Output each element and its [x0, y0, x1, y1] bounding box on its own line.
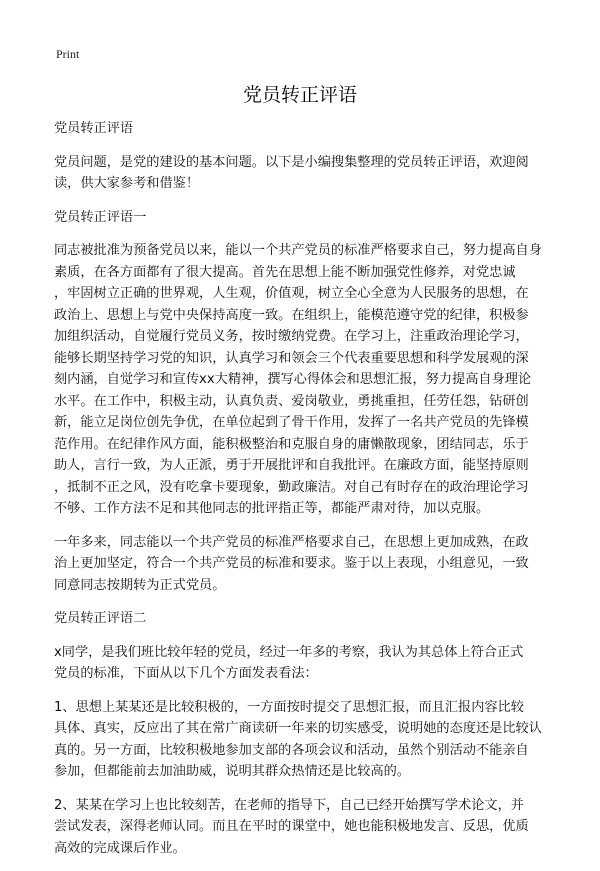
paragraph — [54, 240, 548, 520]
text-line: 刻内涵，自觉学习和宣传xx大精神，撰写心得体会和思想汇报，努力提高自身理论 — [54, 372, 532, 387]
text-line: 党员的标准，下面从以下几个方面发表看法： — [54, 666, 318, 681]
section-heading — [54, 118, 548, 140]
document-body — [54, 118, 548, 871]
text-line: 读，供大家参考和借鉴！ — [54, 176, 200, 191]
paragraph — [54, 642, 548, 685]
text-line: 素质，在各方面都有了很大提高。首先在思想上能不断加强党性修养，对党忠诚 — [54, 264, 516, 280]
text-line: 参加，但都能前去加油助威，说明其群众热情还是比较高的。 — [54, 764, 411, 779]
text-line: 党员问题，是党的建设的基本问题。以下是小编搜集整理的党员转正评语，欢迎阅 — [54, 154, 529, 170]
text-line: 同意同志按期转为正式党员。 — [54, 577, 226, 593]
section-heading — [54, 608, 548, 630]
text-line: 新，能立足岗位创先争优，在单位起到了骨干作用，发挥了一名共产党员的先锋模 — [54, 415, 529, 430]
text-line: 水平。在工作中，积极主动，认真负责、爱岗敬业，勇挑重担，任劳任怨，钻研创 — [54, 393, 529, 409]
text-line: 2、某某在学习上也比较刻苦，在老师的指导下，自己已经开始撰写学术论文，并 — [54, 797, 524, 813]
text-line: 政治上、思想上与党中央保持高度一致。在组织上，能模范遵守党的纪律，积极参 — [54, 307, 529, 323]
paragraph — [54, 532, 548, 597]
text-line: 1、思想上某某还是比较积极的，一方面按时提交了思想汇报，而且汇报内容比较 — [54, 699, 524, 715]
text-line: 治上更加坚定，符合一个共产党员的标准和要求。鉴于以上表现，小组意见，一致 — [54, 556, 529, 571]
paragraph — [54, 795, 548, 860]
paragraph — [54, 152, 548, 195]
text-line: 党员转正评语二 — [54, 611, 147, 626]
text-line: x同学，是我们班比较年轻的党员，经过一年多的考察，我认为其总体上符合正式 — [54, 644, 524, 660]
text-line: 能够长期坚持学习党的知识，认真学习和领会三个代表重要思想和科学发展观的深 — [54, 350, 529, 366]
text-line: ，牢固树立正确的世界观，人生观，价值观，树立全心全意为人民服务的思想，在 — [54, 286, 529, 301]
text-line: 同志被批准为预备党员以来，能以一个共产党员的标准严格要求自己，努力提高自身 — [54, 243, 542, 258]
text-line: 高效的完成课后作业。 — [54, 840, 186, 856]
text-line: 一年多来，同志能以一个共产党员的标准严格要求自己，在思想上更加成熟，在政 — [54, 534, 529, 550]
print-label: Print — [56, 47, 80, 61]
section-heading — [54, 207, 548, 229]
paragraph — [54, 697, 548, 783]
text-line: 加组织活动，自觉履行党员义务，按时缴纳党费。在学习上，注重政治理论学习， — [54, 329, 529, 344]
text-line: 党员转正评语 — [54, 121, 134, 136]
text-line: 党员转正评语一 — [54, 209, 147, 225]
text-line: 不够、工作方法不足和其他同志的批评指正等，都能严肃对待，加以克服。 — [54, 501, 490, 516]
text-line: 助人，言行一致，为人正派，勇于开展批评和自我批评。在廉政方面，能坚持原则 — [54, 458, 529, 473]
text-line: 范作用。在纪律作风方面，能积极整治和克服自身的庸懒散现象，团结同志，乐于 — [54, 436, 529, 452]
text-line: 真的。另一方面，比较积极地参加支部的各项会议和活动，虽然个别活动不能亲自 — [54, 742, 529, 758]
text-line: 尝试发表，深得老师认同。而且在平时的课堂中，她也能积极地发言、反思，优质 — [54, 819, 529, 834]
text-line: ，抵制不正之风，没有吃拿卡要现象，勤政廉洁。对自己有时存在的政治理论学习 — [54, 479, 529, 495]
text-line: 具体、真实，反应出了其在常广商读研一年来的切实感受，说明她的态度还是比较认 — [54, 721, 542, 736]
document-title: 党员转正评语 — [242, 84, 357, 106]
